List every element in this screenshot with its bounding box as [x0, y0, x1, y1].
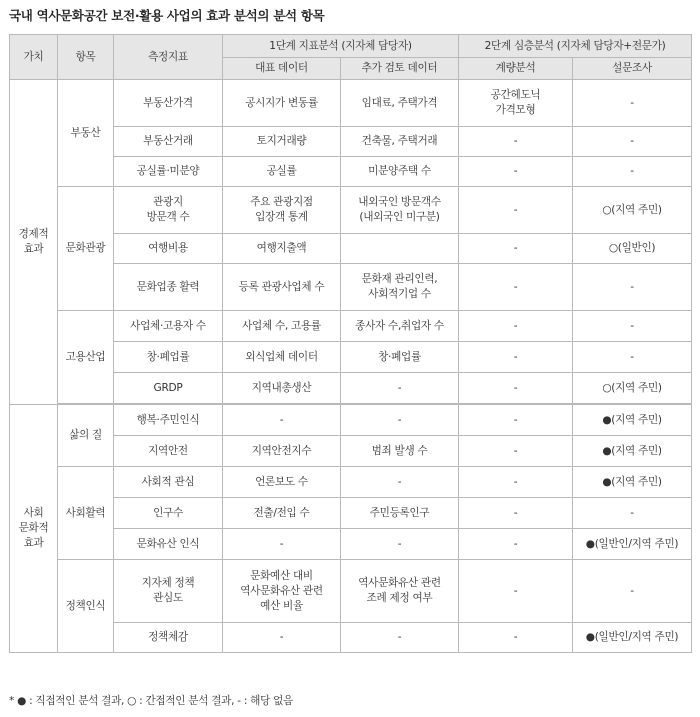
item-culture-tourism: 문화관광 [58, 187, 114, 311]
extra-cell: 미분양주택 수 [341, 157, 459, 187]
metric-cell: GRDP [114, 373, 223, 404]
extra-cell: - [341, 467, 459, 498]
header-survey: 설문조사 [573, 58, 692, 80]
rep-cell: 등록 관광사업체 수 [223, 264, 341, 311]
table-row [10, 467, 692, 498]
survey-cell: - [573, 127, 692, 157]
header-metric: 측정지표 [114, 35, 223, 80]
survey-cell: ○(지역 주민) [573, 373, 692, 404]
header-stage2: 2단계 심층분석 (지자체 담당자+전문가) [459, 35, 692, 58]
quant-cell: - [459, 498, 573, 529]
metric-cell: 인구수 [114, 498, 223, 529]
extra-cell: 창·폐업률 [341, 342, 459, 373]
survey-cell: ●(일반인/지역 주민) [573, 529, 692, 560]
survey-cell: - [573, 311, 692, 342]
metric-cell: 부동산거래 [114, 127, 223, 157]
table-row [10, 80, 692, 127]
item-quality-of-life: 삶의 질 [58, 405, 114, 467]
extra-cell: 임대료, 주택가격 [341, 80, 459, 127]
extra-cell: - [341, 405, 459, 436]
table-row [10, 405, 692, 436]
survey-cell: - [573, 157, 692, 187]
header-extra-data: 추가 검토 데이터 [341, 58, 459, 80]
quant-cell: - [459, 127, 573, 157]
extra-cell: 문화재 관리인력, 사회적기업 수 [341, 264, 459, 311]
table-row [10, 187, 692, 234]
extra-cell: - [341, 529, 459, 560]
quant-cell: - [459, 467, 573, 498]
quant-cell: - [459, 436, 573, 467]
rep-cell: 토지거래량 [223, 127, 341, 157]
table-row [10, 560, 692, 623]
metric-cell: 문화유산 인식 [114, 529, 223, 560]
metric-cell: 창·폐업률 [114, 342, 223, 373]
header-stage1: 1단계 지표분석 (지자체 담당자) [223, 35, 459, 58]
quant-cell: - [459, 311, 573, 342]
quant-cell: - [459, 157, 573, 187]
metric-cell: 관광지 방문객 수 [114, 187, 223, 234]
group-economic: 경제적 효과 [10, 80, 58, 405]
survey-cell: ○(일반인) [573, 234, 692, 264]
header-value: 가치 [10, 35, 58, 80]
header-item: 항목 [58, 35, 114, 80]
quant-cell: - [459, 405, 573, 436]
table-row [10, 311, 692, 342]
survey-cell: - [573, 80, 692, 127]
rep-cell: - [223, 529, 341, 560]
metric-cell: 문화업종 활력 [114, 264, 223, 311]
extra-cell: - [341, 623, 459, 653]
header-rep-data: 대표 데이터 [223, 58, 341, 80]
quant-cell: - [459, 529, 573, 560]
item-social-vitality: 사회활력 [58, 467, 114, 560]
header-quant: 계량분석 [459, 58, 573, 80]
survey-cell: - [573, 560, 692, 623]
rep-cell: 공실률 [223, 157, 341, 187]
group-social: 사회 문화적 효과 [10, 405, 58, 653]
rep-cell: 언론보도 수 [223, 467, 341, 498]
table-title: 국내 역사문화공간 보전·활용 사업의 효과 분석의 분석 항목 [9, 8, 325, 23]
survey-cell: ●(지역 주민) [573, 467, 692, 498]
quant-cell: - [459, 342, 573, 373]
survey-cell: ●(지역 주민) [573, 405, 692, 436]
metric-cell: 사업체·고용자 수 [114, 311, 223, 342]
rep-cell: 전출/전입 수 [223, 498, 341, 529]
quant-cell: - [459, 560, 573, 623]
metric-cell: 지역안전 [114, 436, 223, 467]
survey-cell: ●(지역 주민) [573, 436, 692, 467]
analysis-items-table [9, 34, 692, 653]
quant-cell: - [459, 373, 573, 404]
survey-cell: - [573, 342, 692, 373]
survey-cell: ●(일반인/지역 주민) [573, 623, 692, 653]
quant-cell: - [459, 187, 573, 234]
metric-cell: 여행비용 [114, 234, 223, 264]
quant-cell: - [459, 264, 573, 311]
metric-cell: 부동산가격 [114, 80, 223, 127]
item-real-estate: 부동산 [58, 80, 114, 187]
rep-cell: 사업체 수, 고용률 [223, 311, 341, 342]
item-policy-awareness: 정책인식 [58, 560, 114, 653]
rep-cell: 공시지가 변동률 [223, 80, 341, 127]
extra-cell: 내외국인 방문객수 (내외국인 미구분) [341, 187, 459, 234]
quant-cell: - [459, 623, 573, 653]
extra-cell: 역사문화유산 관련 조례 제정 여부 [341, 560, 459, 623]
survey-cell: - [573, 498, 692, 529]
survey-cell: ○(지역 주민) [573, 187, 692, 234]
extra-cell: - [341, 373, 459, 404]
metric-cell: 정책체감 [114, 623, 223, 653]
item-employment: 고용산업 [58, 311, 114, 404]
rep-cell: 여행지출액 [223, 234, 341, 264]
extra-cell: 범죄 발생 수 [341, 436, 459, 467]
extra-cell: 건축물, 주택거래 [341, 127, 459, 157]
rep-cell: - [223, 405, 341, 436]
extra-cell: 종사자 수,취업자 수 [341, 311, 459, 342]
survey-cell: - [573, 264, 692, 311]
header-row-1 [10, 35, 692, 58]
rep-cell: 외식업체 데이터 [223, 342, 341, 373]
rep-cell: 지역안전지수 [223, 436, 341, 467]
metric-cell: 지자체 정책 관심도 [114, 560, 223, 623]
rep-cell: 주요 관광지점 입장객 통계 [223, 187, 341, 234]
rep-cell: - [223, 623, 341, 653]
rep-cell: 문화예산 대비 역사문화유산 관련 예산 비율 [223, 560, 341, 623]
metric-cell: 공실률·미분양 [114, 157, 223, 187]
metric-cell: 사회적 관심 [114, 467, 223, 498]
extra-cell [341, 234, 459, 264]
rep-cell: 지역내총생산 [223, 373, 341, 404]
quant-cell: 공간헤도닉 가격모형 [459, 80, 573, 127]
metric-cell: 행복·주민인식 [114, 405, 223, 436]
footnote: * ● : 직접적인 분석 결과, ○ : 간접적인 분석 결과, - : 해당 없음 [9, 695, 293, 707]
extra-cell: 주민등록인구 [341, 498, 459, 529]
quant-cell: - [459, 234, 573, 264]
